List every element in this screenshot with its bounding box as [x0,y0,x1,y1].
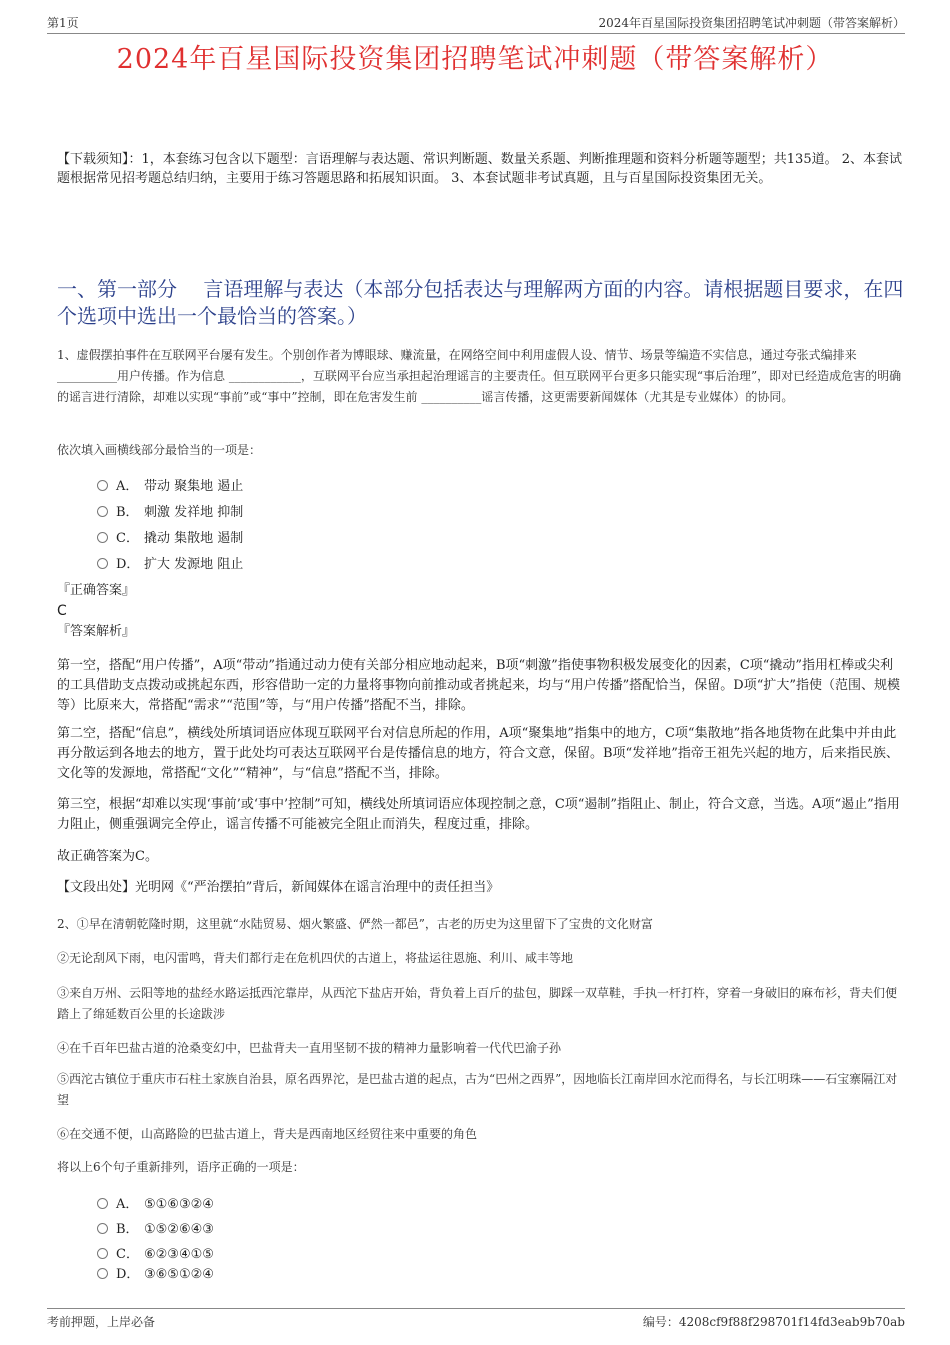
question-2-sentence: ③来自万州、云阳等地的盐经水路运抵西沱靠岸，从西沱下盐店开始，背负着上百斤的盐包，脚踩一双草鞋，手执一杆打杵，穿着一身破旧的麻布衫，背夫们便踏上了绵延数百公里的长途跋涉 [57,986,898,1021]
question-2-option-a[interactable] [97,1196,214,1214]
option-text: 扩大 发源地 阻止 [144,557,244,572]
analysis-conclusion: 故正确答案为C。 [57,849,158,864]
question-2-lead: 2、①早在清朝乾隆时期，这里就“水陆贸易、烟火繁盛、俨然一都邑”，古老的历史为这里留下了宝贵的文化财富 [57,917,653,931]
option-letter: B． [116,505,139,520]
option-letter: B． [116,1222,139,1237]
question-2-option-d[interactable] [97,1266,214,1284]
question-2-option-b[interactable] [97,1221,214,1239]
document-title: 2024年百星国际投资集团招聘笔试冲刺题（带答案解析） [116,44,834,75]
analysis-label: 『答案解析』 [57,624,136,639]
question-2-sentence: ④在千百年巴盐古道的沧桑变幻中，巴盐背夫一直用坚韧不拔的精神力量影响着一代代巴渝子孙 [57,1041,562,1055]
analysis-paragraph: 第三空，根据“却难以实现‘事前’或‘事中’控制”可知，横线处所填词语应体现控制之意，C项“遏制”指阻止、制止，符合文意，当选。A项“遏止”指用力阻止，侧重强调完全停止，谣言传播不可能被完全阻止而消失，程度过重，排除。 [57,797,900,832]
option-letter: D． [116,1267,140,1282]
radio-icon [97,506,108,517]
correct-answer: C [57,603,67,619]
radio-icon [97,1198,108,1209]
radio-icon [97,1223,108,1234]
radio-icon [97,558,108,569]
question-2-sentence: ②无论刮风下雨，电闪雷鸣，背夫们都行走在危机四伏的古道上，将盐运往恩施、利川、咸丰等地 [57,951,574,965]
question-1-option-d[interactable] [97,556,243,574]
question-2-sentence: ⑤西沱古镇位于重庆市石柱土家族自治县，原名西界沱，是巴盐古道的起点，古为“巴州之西界”，因地临长江南岸回水沱而得名，与长江明珠——石宝寨隔江对望 [57,1072,898,1107]
option-text: ③⑥⑤①②④ [144,1267,214,1282]
source-citation: 【文段出处】光明网《“严治摆拍”背后，新闻媒体在谣言治理中的责任担当》 [57,880,500,895]
question-1-option-c[interactable] [97,530,243,548]
question-2-sentence: ⑥在交通不便，山高路险的巴盐古道上，背夫是西南地区经贸往来中重要的角色 [57,1127,478,1141]
option-text: ①⑤②⑥④③ [144,1222,214,1237]
option-letter: A． [116,1197,139,1212]
document-id: 编号：4208cf9f88f298701f14fd3eab9b70ab [642,1315,905,1329]
analysis-paragraph: 第二空，搭配“信息”，横线处所填词语应体现互联网平台对信息所起的作用，A项“聚集地”指集中的地方，C项“集散地”指各地货物在此集中并由此再分散运到各地去的地方，置于此处均可表达互联网平台是传播信息的地方，符合文意，保留。B项“发祥地”指帝王祖先兴起的地方，后来指民族、文化等的发源地，常搭配“文化”“精神”，与“信息”搭配不当，排除。 [57,726,899,781]
option-letter: C． [116,531,139,546]
page-footer [47,1308,905,1331]
option-letter: A． [116,479,139,494]
analysis-paragraph: 第一空，搭配“用户传播”，A项“带动”指通过动力使有关部分相应地动起来，B项“刺激”指使事物积极发展变化的因素，C项“撬动”指用杠棒或尖利的工具借助支点拨动或挑起东西，形容借助一定的力量将事物向前推动或者挑起来，均与“用户传播”搭配恰当，保留。D项“扩大”指使（范围、规模等）比原来大，常搭配“需求”“范围”等，与“用户传播”搭配不当，排除。 [57,658,901,713]
radio-icon [97,1248,108,1259]
footer-slogan: 考前押题，上岸必备 [47,1315,156,1329]
option-letter: C． [116,1247,139,1262]
question-1-text: 1、虚假摆拍事件在互联网平台屡有发生。个别创作者为博眼球、赚流量，在网络空间中利用虚假人设、情节、场景等编造不实信息，通过夸张式编排来 __________用户传播。作为信息 ____________，互联网平台应当承担起治理谣言的主要责任。但互联网平台更多只能实现“事后治理”，即对已经造成危害的明确的谣言进行清除，却难以实现“事前”或“事中”控制，即在危害发生前 __________谣言传播，这更需要新闻媒体（尤其是专业媒体）的协同。 [57,348,902,404]
question-2-option-c[interactable] [97,1246,214,1264]
radio-icon [97,1268,108,1279]
correct-answer-label: 『正确答案』 [57,583,136,598]
header-doc-title: 2024年百星国际投资集团招聘笔试冲刺题（带答案解析） [598,16,905,30]
radio-icon [97,532,108,543]
question-1-option-b[interactable] [97,504,243,522]
question-1-option-a[interactable] [97,478,243,496]
option-text: 带动 聚集地 遏止 [144,479,244,494]
option-letter: D． [116,557,140,572]
page-number: 第1页 [47,16,79,30]
section-heading: 一、第一部分 言语理解与表达（本部分包括表达与理解两方面的内容。请根据题目要求，在四个选项中选出一个最恰当的答案。） [57,277,904,328]
radio-icon [97,480,108,491]
option-text: 刺激 发祥地 抑制 [144,505,244,520]
option-text: ⑥②③④①⑤ [144,1247,214,1262]
option-text: 撬动 集散地 遏制 [144,531,244,546]
option-text: ⑤①⑥③②④ [144,1197,214,1212]
question-2-prompt: 将以上6个句子重新排列，语序正确的一项是： [57,1160,305,1174]
page-header [47,14,905,34]
question-1-prompt: 依次填入画横线部分最恰当的一项是： [57,443,262,457]
download-notice: 【下载须知】：1，本套练习包含以下题型：言语理解与表达题、常识判断题、数量关系题、判断推理题和资料分析题等题型；共135道。 2、本套试题根据常见招考题总结归纳，主要用于练习答题思路和拓展知识面。 3、本套试题非考试真题，且与百星国际投资集团无关。 [57,152,902,186]
